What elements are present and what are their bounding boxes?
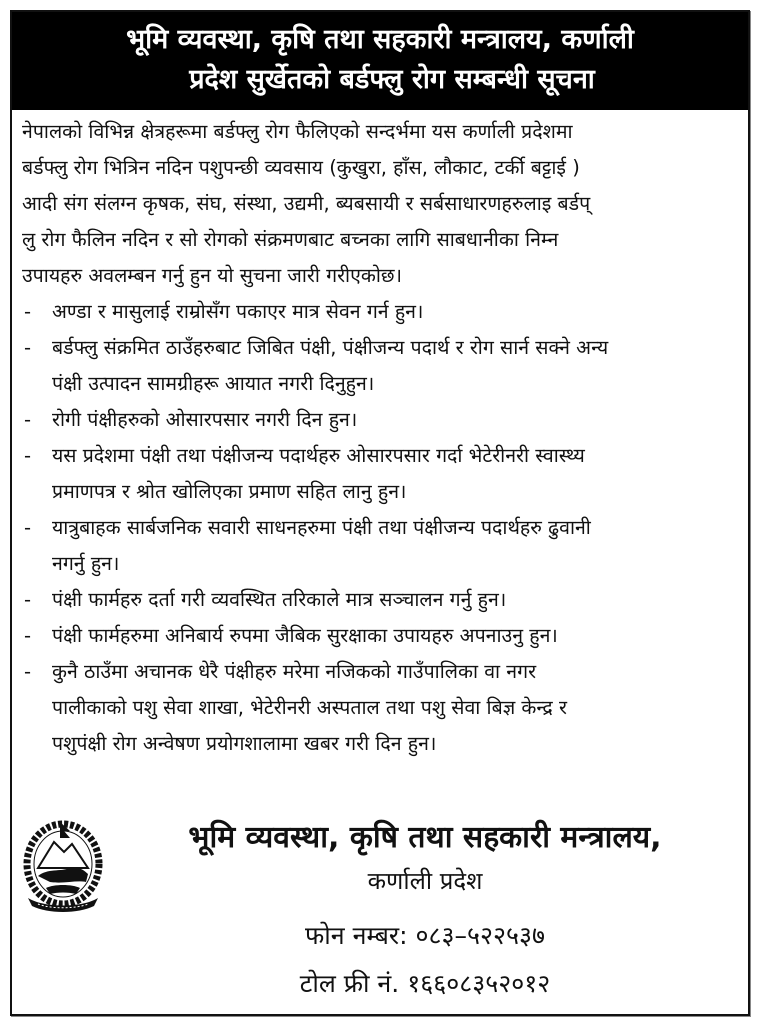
dash-bullet-icon: - bbox=[24, 660, 32, 683]
intro-line: नेपालको विभिन्न क्षेत्रहरूमा बर्डफ्लु रोग फैलिएको सन्दर्भमा यस कर्णाली प्रदेशमा bbox=[22, 120, 573, 143]
list-item-text: पालीकाको पशु सेवा शाखा, भेटेरीनरी अस्पताल तथा पशु सेवा बिज्ञ केन्द्र र bbox=[52, 696, 567, 719]
list-item-text: अण्डा र मासुलाई राम्रोसँग पकाएर मात्र सेवन गर्न हुन। bbox=[52, 300, 424, 323]
list-item-text: कुनै ठाउँमा अचानक धेरै पंक्षीहरु मरेमा नजिकको गाउँपालिका वा नगर bbox=[52, 660, 537, 683]
list-item-text: प्रमाणपत्र र श्रोत खोलिएका प्रमाण सहित लानु हुन। bbox=[52, 480, 407, 503]
dash-bullet-icon: - bbox=[24, 624, 32, 647]
list-item-text: बर्डफ्लु संक्रमित ठाउँहरुबाट जिबित पंक्षी, पंक्षीजन्य पदार्थ र रोग सार्न सक्ने अन्य bbox=[52, 336, 609, 359]
list-item-text: पशुपंक्षी रोग अन्वेषण प्रयोगशालामा खबर गरी दिन हुन। bbox=[52, 732, 437, 755]
footer-phone-number: फोन नम्बर: ०८३–५२२५३७ bbox=[305, 921, 545, 950]
header-title-line-2: प्रदेश सुर्खेतको बर्डफ्लु रोग सम्बन्धी सूचना bbox=[189, 64, 595, 95]
list-item bbox=[22, 330, 738, 402]
precautions-list bbox=[22, 294, 738, 762]
list-item bbox=[22, 582, 738, 618]
intro-line: बर्डफ्लु रोग भित्रिन नदिन पशुपन्छी व्यवसाय (कुखुरा, हाँस, लौकाट, टर्की बट्टाई ) bbox=[22, 156, 580, 179]
list-item-text: पंक्षी फार्महरु दर्ता गरी व्यवस्थित तरिकाले मात्र सञ्चालन गर्नु हुन। bbox=[52, 588, 507, 611]
dash-bullet-icon: - bbox=[24, 588, 32, 611]
list-item bbox=[22, 618, 738, 654]
intro-paragraph bbox=[22, 114, 738, 294]
dash-bullet-icon: - bbox=[24, 408, 32, 431]
footer-toll-free-number: टोल फ्री नं. १६६०८३५२०१२ bbox=[299, 969, 551, 998]
intro-line: उपायहरु अवलम्बन गर्नु हुन यो सुचना जारी गरीएकोछ। bbox=[22, 264, 402, 287]
dash-bullet-icon: - bbox=[24, 444, 32, 467]
list-item-text: रोगी पंक्षीहरुको ओसारपसार नगरी दिन हुन। bbox=[52, 408, 358, 431]
list-item bbox=[22, 438, 738, 510]
dash-bullet-icon: - bbox=[24, 336, 32, 359]
list-item bbox=[22, 510, 738, 582]
list-item-text: यस प्रदेशमा पंक्षी तथा पंक्षीजन्य पदार्थहरु ओसारपसार गर्दा भेटेरीनरी स्वास्थ्य bbox=[52, 444, 585, 467]
list-item-text: पंक्षी उत्पादन सामग्रीहरू आयात नगरी दिनुहुन। bbox=[52, 372, 375, 395]
list-item bbox=[22, 654, 738, 762]
notice-body bbox=[12, 110, 748, 762]
dash-bullet-icon: - bbox=[24, 516, 32, 539]
notice-frame bbox=[10, 10, 750, 1016]
intro-line: आदी संग संलग्न कृषक, संघ, संस्था, उद्यमी, ब्यबसायी र सर्बसाधारणहरुलाइ बर्डप् bbox=[22, 192, 591, 215]
dash-bullet-icon: - bbox=[24, 300, 32, 323]
list-item-text: नगर्नु हुन। bbox=[52, 552, 120, 575]
nepal-government-emblem-icon bbox=[20, 816, 106, 912]
footer-ministry-name: भूमि व्यवस्था, कृषि तथा सहकारी मन्त्रालय, bbox=[188, 820, 662, 855]
list-item bbox=[22, 402, 738, 438]
notice-footer bbox=[12, 810, 748, 1014]
footer-province: कर्णाली प्रदेश bbox=[367, 867, 483, 895]
notice-header bbox=[12, 12, 748, 110]
list-item-text: पंक्षी फार्महरुमा अनिबार्य रुपमा जैबिक सुरक्षाका उपायहरु अपनाउनु हुन। bbox=[52, 624, 558, 647]
intro-line: लु रोग फैलिन नदिन र सो रोगको संक्रमणबाट बच्नका लागि साबधानीका निम्न bbox=[22, 228, 559, 251]
list-item bbox=[22, 294, 738, 330]
list-item-text: यात्रुबाहक सार्बजनिक सवारी साधनहरुमा पंक्षी तथा पंक्षीजन्य पदार्थहरु ढुवानी bbox=[52, 516, 591, 539]
header-title-line-1: भूमि व्यवस्था, कृषि तथा सहकारी मन्त्रालय, कर्णाली bbox=[126, 24, 634, 55]
